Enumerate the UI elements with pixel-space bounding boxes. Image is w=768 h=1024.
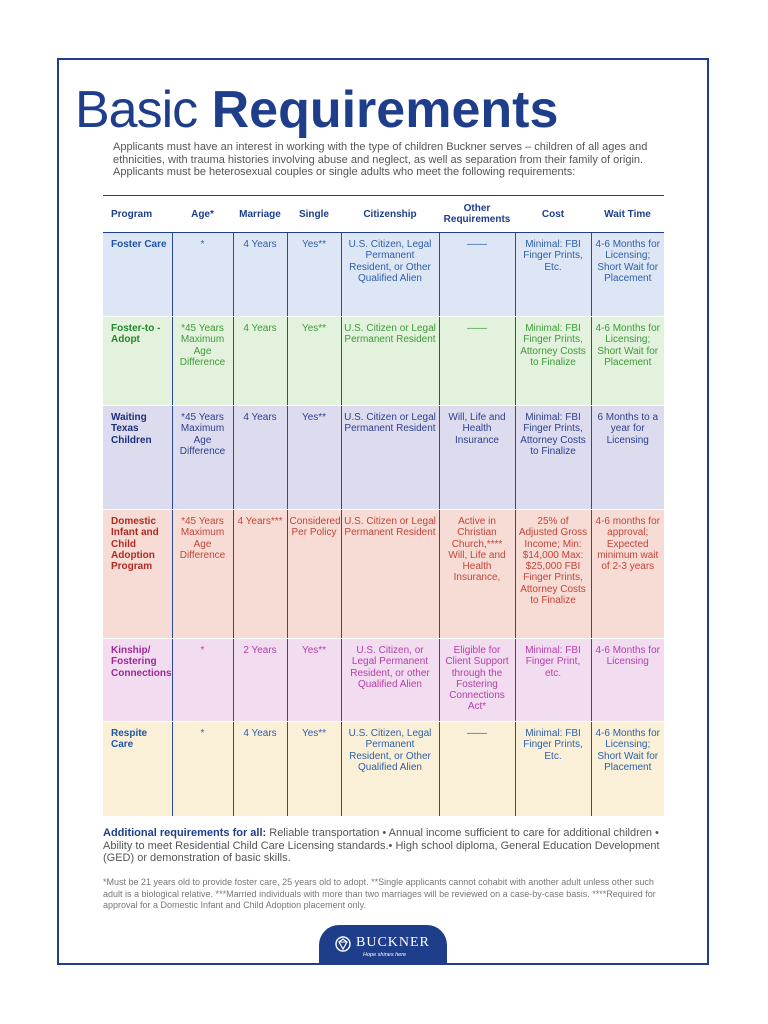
cell-wait: 4-6 Months for Licensing; Short Wait for Placement <box>591 233 664 317</box>
cell-program: Kinship/ Fostering Connections <box>103 639 172 722</box>
cell-cost: Minimal: FBI Finger Prints, Etc. <box>515 233 591 317</box>
header-program: Program <box>103 196 172 233</box>
cell-program: Waiting Texas Children <box>103 406 172 510</box>
table-row <box>103 317 664 406</box>
cell-citizenship: U.S. Citizen or Legal Permanent Resident <box>341 510 439 639</box>
header-citizenship: Citizenship <box>341 196 439 233</box>
title-bold: Requirements <box>211 81 559 139</box>
cell-marriage: 4 Years <box>233 722 287 817</box>
header-age: Age* <box>172 196 233 233</box>
cell-age: * <box>172 722 233 817</box>
cell-citizenship: U.S. Citizen or Legal Permanent Resident <box>341 406 439 510</box>
cell-program: Domestic Infant and Child Adoption Program <box>103 510 172 639</box>
cell-citizenship: U.S. Citizen, or Legal Permanent Resident, or other Qualified Alien <box>341 639 439 722</box>
cell-single: Yes** <box>287 317 341 406</box>
cell-citizenship: U.S. Citizen or Legal Permanent Resident <box>341 317 439 406</box>
cell-marriage: 4 Years*** <box>233 510 287 639</box>
header-wait-time: Wait Time <box>591 196 664 233</box>
table-header-row <box>103 196 664 233</box>
cell-other: Will, Life and Health Insurance <box>439 406 515 510</box>
cell-program: Foster-to -Adopt <box>103 317 172 406</box>
cell-single: Yes** <box>287 233 341 317</box>
cell-other: Active in Christian Church,**** Will, Life and Health Insurance, <box>439 510 515 639</box>
header-cost: Cost <box>515 196 591 233</box>
additional-text: Reliable transportation • Annual income sufficient to care for additional children • Ability to meet Residential Child Care Licensing standards.• High school diploma, General Education Development (GED) or demonstration of basic skills. <box>103 827 660 864</box>
table-row <box>103 510 664 639</box>
cell-single: Yes** <box>287 406 341 510</box>
page-title <box>75 78 675 142</box>
cell-wait: 4-6 Months for Licensing; Short Wait for Placement <box>591 722 664 817</box>
logo-tagline: Hope shines here <box>363 952 407 958</box>
cell-cost: Minimal: FBI Finger Prints, Attorney Costs to Finalize <box>515 317 591 406</box>
table-row <box>103 233 664 317</box>
cell-age: *45 Years Maximum Age Difference <box>172 406 233 510</box>
table-row <box>103 639 664 722</box>
additional-requirements <box>103 827 663 865</box>
cell-other: Eligible for Client Support through the Fostering Connections Act* <box>439 639 515 722</box>
cell-single: Yes** <box>287 722 341 817</box>
cell-program: Foster Care <box>103 233 172 317</box>
cell-other: —— <box>439 317 515 406</box>
cell-age: * <box>172 639 233 722</box>
buckner-mark-icon <box>335 936 351 952</box>
cell-age: * <box>172 233 233 317</box>
title-light: Basic <box>75 81 198 139</box>
intro-paragraph: Applicants must have an interest in working with the type of children Buckner serves – children of all ages and ethnicities, with trauma histories involving abuse and neglect, as well as separation from their family of origin. Applicants must be heterosexual couples or single adults who meet the following requirements: <box>113 141 648 178</box>
requirements-table <box>103 195 664 817</box>
cell-single: Considered Per Policy <box>287 510 341 639</box>
cell-citizenship: U.S. Citizen, Legal Permanent Resident, or Other Qualified Alien <box>341 233 439 317</box>
cell-program: Respite Care <box>103 722 172 817</box>
cell-cost: 25% of Adjusted Gross Income; Min: $14,000 Max: $25,000 FBI Finger Prints, Attorney Costs to Finalize <box>515 510 591 639</box>
cell-other: —— <box>439 722 515 817</box>
cell-citizenship: U.S. Citizen, Legal Permanent Resident, or Other Qualified Alien <box>341 722 439 817</box>
footnotes: *Must be 21 years old to provide foster care, 25 years old to adopt. **Single applicants cannot cohabit with another adult unless other such adult is a biological relative. ***Married individuals with more than two marriages will be reviewed on a case-by-case basis. ****Required for approval for a Domestic Infant and Child Adoption placement only. <box>103 877 656 910</box>
cell-cost: Minimal: FBI Finger Prints, Etc. <box>515 722 591 817</box>
cell-other: —— <box>439 233 515 317</box>
cell-marriage: 4 Years <box>233 406 287 510</box>
table-row <box>103 406 664 510</box>
header-other-requirements: Other Requirements <box>439 196 515 233</box>
table-row <box>103 722 664 817</box>
cell-single: Yes** <box>287 639 341 722</box>
header-single: Single <box>287 196 341 233</box>
cell-wait: 4-6 months for approval; Expected minimum wait of 2-3 years <box>591 510 664 639</box>
cell-wait: 6 Months to a year for Licensing <box>591 406 664 510</box>
logo-wordmark: BUCKNER <box>356 935 430 950</box>
cell-marriage: 4 Years <box>233 233 287 317</box>
header-marriage: Marriage <box>233 196 287 233</box>
additional-label: Additional requirements for all: <box>103 827 267 839</box>
cell-cost: Minimal: FBI Finger Prints, Attorney Costs to Finalize <box>515 406 591 510</box>
cell-marriage: 2 Years <box>233 639 287 722</box>
cell-cost: Minimal: FBI Finger Print, etc. <box>515 639 591 722</box>
cell-marriage: 4 Years <box>233 317 287 406</box>
cell-age: *45 Years Maximum Age Difference <box>172 510 233 639</box>
buckner-logo <box>319 925 447 965</box>
cell-wait: 4-6 Months for Licensing <box>591 639 664 722</box>
cell-wait: 4-6 Months for Licensing; Short Wait for Placement <box>591 317 664 406</box>
cell-age: *45 Years Maximum Age Difference <box>172 317 233 406</box>
